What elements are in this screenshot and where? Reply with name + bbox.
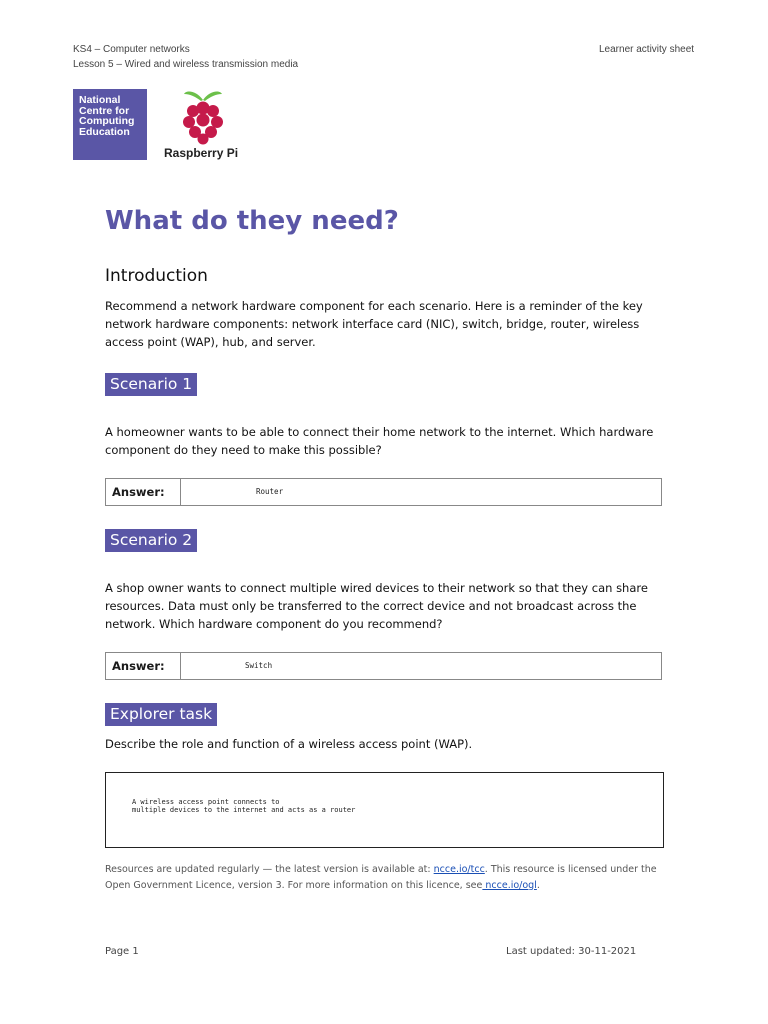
explorer-task-heading: Explorer task xyxy=(105,703,217,726)
scenario-2-answer[interactable]: Switch xyxy=(245,661,273,670)
raspberry-pi-wordmark: Raspberry Pi xyxy=(164,146,239,160)
last-updated: Last updated: 30-11-2021 xyxy=(506,946,637,957)
ogl-link[interactable]: ncce.io/ogl xyxy=(482,879,537,891)
licence-text: Resources are updated regularly — the latest version is available at: xyxy=(105,864,434,875)
scenario-1-heading: Scenario 1 xyxy=(105,373,197,396)
scenario-1-answer-box[interactable] xyxy=(105,478,662,506)
answer-label: Answer: xyxy=(106,479,181,505)
tcc-link[interactable]: ncce.io/tcc xyxy=(433,864,485,875)
ncce-logo-line: Centre for xyxy=(79,104,130,117)
introduction-heading: Introduction xyxy=(105,266,208,286)
explorer-task-answer-box[interactable]: A wireless access point connects to multiple devices to the internet and acts as a router xyxy=(105,772,664,848)
scenario-1-answer[interactable]: Router xyxy=(256,487,284,496)
raspberry-icon xyxy=(178,88,228,146)
scenario-2-answer-box[interactable] xyxy=(105,652,662,680)
course-header: KS4 – Computer networks xyxy=(73,44,190,55)
licence-text: . xyxy=(536,879,540,891)
licence-text: . This resource is licensed under the Open Government Licence, version 3. For more information on this licence, see xyxy=(105,864,657,891)
scenario-1-question: A homeowner wants to be able to connect their home network to the internet. Which hardware component do they need to make this possible? xyxy=(105,425,654,457)
raspberry-pi-logo xyxy=(162,88,246,162)
scenario-2-question: A shop owner wants to connect multiple wired devices to their network so that they can share resources. Data must only be transferred to the correct device and not broadcast across the network. Which hardware component do you recommend? xyxy=(105,581,648,631)
licence-note xyxy=(105,862,665,893)
answer-label: Answer: xyxy=(106,653,181,679)
sheet-type-label: Learner activity sheet xyxy=(599,44,695,55)
ncce-logo-line: Education xyxy=(79,125,130,138)
lesson-header: Lesson 5 – Wired and wireless transmission media xyxy=(73,59,299,70)
introduction-text: Recommend a network hardware component for each scenario. Here is a reminder of the key network hardware components: network interface card (NIC), switch, bridge, router, wireless access point (WAP), hub, and server. xyxy=(105,299,643,349)
page-title: What do they need? xyxy=(105,206,399,236)
explorer-task-question: Describe the role and function of a wireless access point (WAP). xyxy=(105,737,473,751)
ncce-logo-line: National xyxy=(79,94,121,106)
scenario-2-heading: Scenario 2 xyxy=(105,529,197,552)
page-number: Page 1 xyxy=(105,946,139,957)
ncce-logo xyxy=(73,89,147,160)
ncce-logo-line: Computing xyxy=(79,115,135,127)
